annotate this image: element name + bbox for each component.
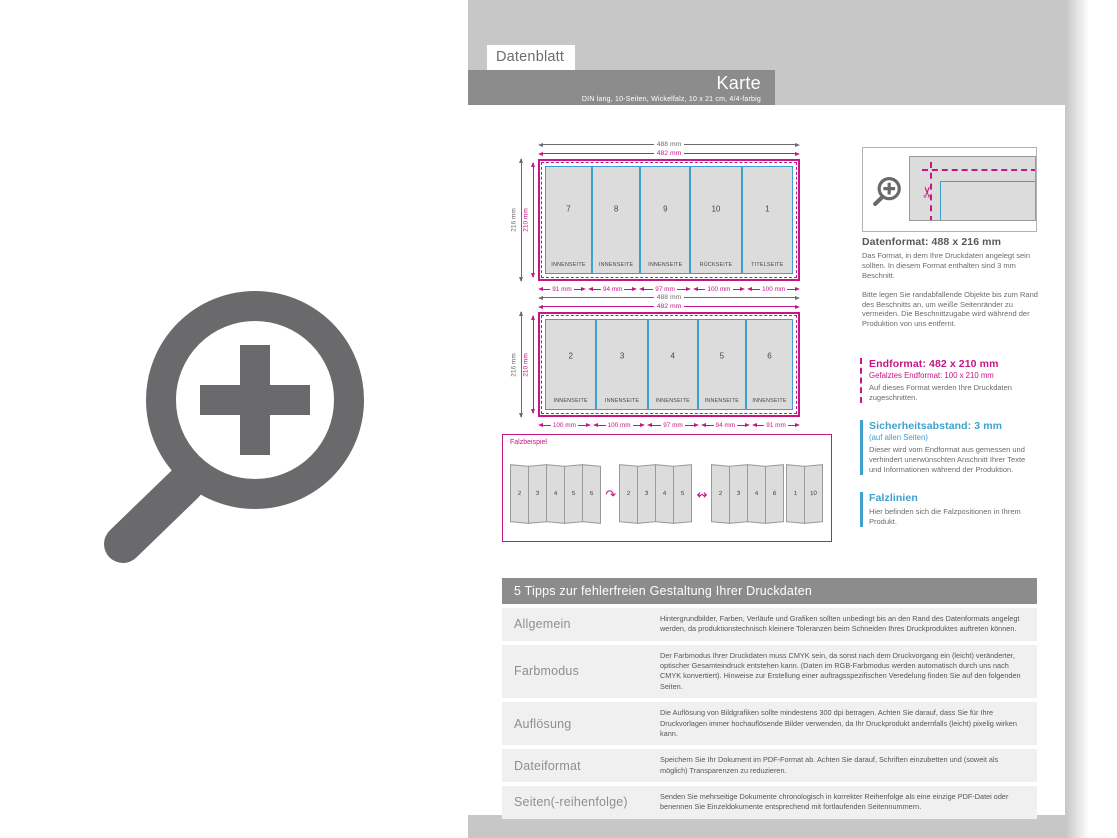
fold-panel: 6 bbox=[765, 464, 784, 524]
panel-number: 10 bbox=[711, 204, 721, 214]
fold-stage-1 bbox=[511, 465, 601, 523]
section-paragraph: Das Format, in dem Ihre Druckdaten angelegt sein sollten. In diesem Format enthalten sind 3 mm Beschnitt. bbox=[862, 251, 1030, 280]
tips-table bbox=[502, 578, 1037, 819]
panel-width-dimension: 91 mm bbox=[752, 420, 800, 430]
fold-panel: 3 bbox=[528, 464, 547, 524]
row-text: Speichern Sie Ihr Dokument im PDF-Format ab. Achten Sie darauf, Schriften einzubetten und (soweit als möglich) Transparenzen zu reduzieren. bbox=[660, 755, 999, 775]
section-falzlinien bbox=[860, 492, 1036, 527]
section-sicherheitsabstand bbox=[860, 420, 1036, 475]
panel-area bbox=[545, 319, 793, 410]
zoom-plus-icon bbox=[85, 272, 365, 577]
panel-label: INNENSEITE bbox=[551, 262, 586, 268]
panel-width-dimension: 97 mm bbox=[639, 284, 690, 294]
panel-number: 4 bbox=[670, 351, 675, 361]
fold-stage-2 bbox=[620, 465, 692, 523]
dimension-endformat-height: 210 mm bbox=[533, 316, 534, 413]
panel-width-dimensions bbox=[538, 420, 800, 430]
page-edge-shadow bbox=[1065, 0, 1089, 838]
title-band bbox=[468, 70, 775, 105]
section-title: Endformat: 482 x 210 mm bbox=[869, 358, 999, 370]
dimension-datenformat-height: 216 mm bbox=[521, 159, 522, 281]
panel-width-dimension: 100 mm bbox=[593, 420, 646, 430]
fold-panel: 4 bbox=[655, 464, 674, 524]
fold-panel: 2 bbox=[711, 464, 730, 524]
dimension-endformat-height: 210 mm bbox=[533, 163, 534, 277]
page-title: Karte bbox=[716, 73, 761, 93]
fold-panel: 5 bbox=[673, 464, 692, 524]
fold-panel: 1 bbox=[786, 464, 805, 524]
panel-number: 9 bbox=[663, 204, 668, 214]
panel-area bbox=[545, 166, 793, 274]
section-paragraph: Dieser wird vom Endformat aus gemessen und verhindert unerwünschten Anschnitt Ihrer Texte und Informationen während der Produktion. bbox=[869, 445, 1026, 474]
fold-arrow-icon: ↭ bbox=[696, 486, 708, 502]
dimension-datenformat-width: 488 mm bbox=[538, 140, 800, 149]
corner-detail-box bbox=[862, 147, 1037, 232]
panel-width-dimension: 97 mm bbox=[647, 420, 698, 430]
fold-panel: 6 bbox=[582, 464, 601, 524]
table-row bbox=[502, 749, 1037, 782]
fold-panel: 10 bbox=[804, 464, 823, 524]
panel bbox=[647, 320, 697, 409]
row-label: Dateiformat bbox=[514, 758, 581, 773]
panel-number: 1 bbox=[765, 204, 770, 214]
section-endformat bbox=[860, 358, 1036, 403]
fold-layout-diagram-front bbox=[510, 140, 800, 294]
endformat-corner-line bbox=[940, 181, 1036, 221]
table-row bbox=[502, 608, 1037, 641]
table-row bbox=[502, 786, 1037, 819]
scissors-icon: ✂ bbox=[919, 185, 937, 199]
page-subtitle: DIN lang, 10-Seiten, Wickelfalz, 10 x 21 cm, 4/4-farbig bbox=[581, 96, 761, 103]
panel-label: INNENSEITE bbox=[553, 398, 588, 404]
panel-label: INNENSEITE bbox=[655, 398, 690, 404]
sheet-rectangle bbox=[538, 159, 800, 281]
fold-panel: 5 bbox=[564, 464, 583, 524]
row-label: Farbmodus bbox=[514, 664, 580, 679]
dimension-endformat-width: 482 mm bbox=[538, 302, 800, 311]
row-text: Hintergrundbilder, Farben, Verläufe und Grafiken sollten unbedingt bis an den Rand des Datenformats angelegt werden, da produktionstechnisch kleinere Toleranzen beim Schneiden Ihres Druckproduktes auftreten können. bbox=[660, 614, 1020, 634]
panel-label: INNENSEITE bbox=[604, 398, 640, 404]
panel-number: 2 bbox=[568, 351, 573, 361]
panel bbox=[546, 167, 591, 273]
panel-number: 5 bbox=[719, 351, 725, 361]
panel bbox=[745, 320, 792, 409]
panel-label: INNENSEITE bbox=[598, 262, 634, 268]
panel bbox=[741, 167, 792, 273]
panel-number: 3 bbox=[619, 351, 625, 361]
corner-sample bbox=[909, 156, 1036, 221]
fold-example-box bbox=[502, 434, 832, 542]
row-text: Die Auflösung von Bildgrafiken sollte mindestens 300 dpi betragen. Achten Sie darauf, dass Sie für Ihre Druckvorlagen immer hochauflösende Bilder verwenden, da Ihr Druckprodukt andernfalls (leicht) pixelig wirken kann. bbox=[660, 708, 1017, 738]
panel-label: TITELSEITE bbox=[751, 262, 784, 268]
panel-width-dimension: 94 mm bbox=[701, 420, 751, 430]
fold-layout-diagram-inner bbox=[510, 293, 800, 430]
section-paragraph: Bitte legen Sie randabfallende Objekte bis zum Rand des Beschnitts an, um weiße Seitenränder zu vermeiden. Die Beschnittzugabe wird während der Produktion von uns entfernt. bbox=[862, 289, 1038, 329]
row-text: Senden Sie mehrseitige Dokumente chronologisch in korrekter Reihenfolge als eine einzige PDF-Datei oder benennen Sie Einzeldokumente entsprechend mit fortlaufenden Seitennummern. bbox=[660, 791, 1009, 812]
cut-line-horizontal bbox=[922, 169, 1036, 171]
fold-stage-3 bbox=[712, 465, 784, 523]
panel bbox=[697, 320, 745, 409]
panel-number: 8 bbox=[613, 204, 619, 214]
panel-number: 6 bbox=[767, 351, 772, 361]
panel bbox=[639, 167, 689, 273]
dimension-datenformat-height: 216 mm bbox=[521, 312, 522, 417]
row-text: Der Farbmodus Ihrer Druckdaten muss CMYK sein, da sonst nach dem Druckvorgang ein (leicht) veränderter, optischer Gesamteindruck entstehen kann. (Daten im RGB-Farbmodus werden automatisch durch uns nach CMYK konvertiert). Hinweise zur Erstellung einer auftragsspezifischen Veredelung finden Sie auf den folgenden Seiten. bbox=[660, 650, 1021, 691]
section-subtitle: Gefalztes Endformat: 100 x 210 mm bbox=[869, 371, 994, 380]
datenblatt-tab: Datenblatt bbox=[487, 45, 575, 70]
panel bbox=[595, 320, 646, 409]
zoom-plus-icon bbox=[871, 175, 901, 212]
fold-panel: 3 bbox=[729, 464, 748, 524]
panel-label: INNENSEITE bbox=[704, 398, 740, 404]
section-title: Datenformat: 488 x 216 mm bbox=[862, 236, 1002, 248]
fold-panel: 2 bbox=[619, 464, 638, 524]
row-label: Seiten(-reihenfolge) bbox=[514, 795, 628, 810]
section-paragraph: Hier befinden sich die Falzpositionen in Ihrem Produkt. bbox=[869, 507, 1021, 526]
fold-stage-4 bbox=[787, 465, 823, 523]
fold-panel: 4 bbox=[546, 464, 565, 524]
panel-width-dimension: 100 mm bbox=[747, 284, 800, 294]
fold-panel: 3 bbox=[637, 464, 656, 524]
row-label: Auflösung bbox=[514, 716, 572, 731]
dimension-datenformat-width: 488 mm bbox=[538, 293, 800, 302]
table-row bbox=[502, 645, 1037, 698]
fold-example-label: Falzbeispiel bbox=[510, 439, 547, 446]
panel-width-dimension: 91 mm bbox=[538, 284, 586, 294]
panel-label: INNENSEITE bbox=[752, 398, 787, 404]
panel-number: 7 bbox=[566, 204, 571, 214]
fold-panel: 2 bbox=[510, 464, 529, 524]
sheet-rectangle bbox=[538, 312, 800, 417]
dimension-endformat-width: 482 mm bbox=[538, 149, 800, 158]
section-datenformat bbox=[862, 236, 1038, 329]
panel-width-dimension: 100 mm bbox=[693, 284, 746, 294]
table-row bbox=[502, 702, 1037, 745]
panel-width-dimension: 100 mm bbox=[538, 420, 591, 430]
panel bbox=[591, 167, 639, 273]
section-subtitle: (auf allen Seiten) bbox=[869, 433, 928, 442]
tips-table-header: 5 Tipps zur fehlerfreien Gestaltung Ihrer Druckdaten bbox=[502, 578, 1037, 604]
panel-label: RÜCKSEITE bbox=[699, 262, 733, 268]
section-title: Sicherheitsabstand: 3 mm bbox=[869, 420, 1003, 432]
panel-width-dimension: 94 mm bbox=[588, 284, 638, 294]
fold-arrow-icon: ↷ bbox=[605, 486, 617, 502]
row-label: Allgemein bbox=[514, 617, 571, 632]
panel-label: INNENSEITE bbox=[648, 262, 683, 268]
section-title: Falzlinien bbox=[869, 492, 918, 504]
panel bbox=[546, 320, 595, 409]
section-paragraph: Auf dieses Format werden Ihre Druckdaten zugeschnitten. bbox=[869, 383, 1012, 402]
fold-panel: 4 bbox=[747, 464, 766, 524]
fold-stages bbox=[511, 457, 823, 531]
panel bbox=[689, 167, 740, 273]
tips-rows bbox=[502, 608, 1037, 819]
